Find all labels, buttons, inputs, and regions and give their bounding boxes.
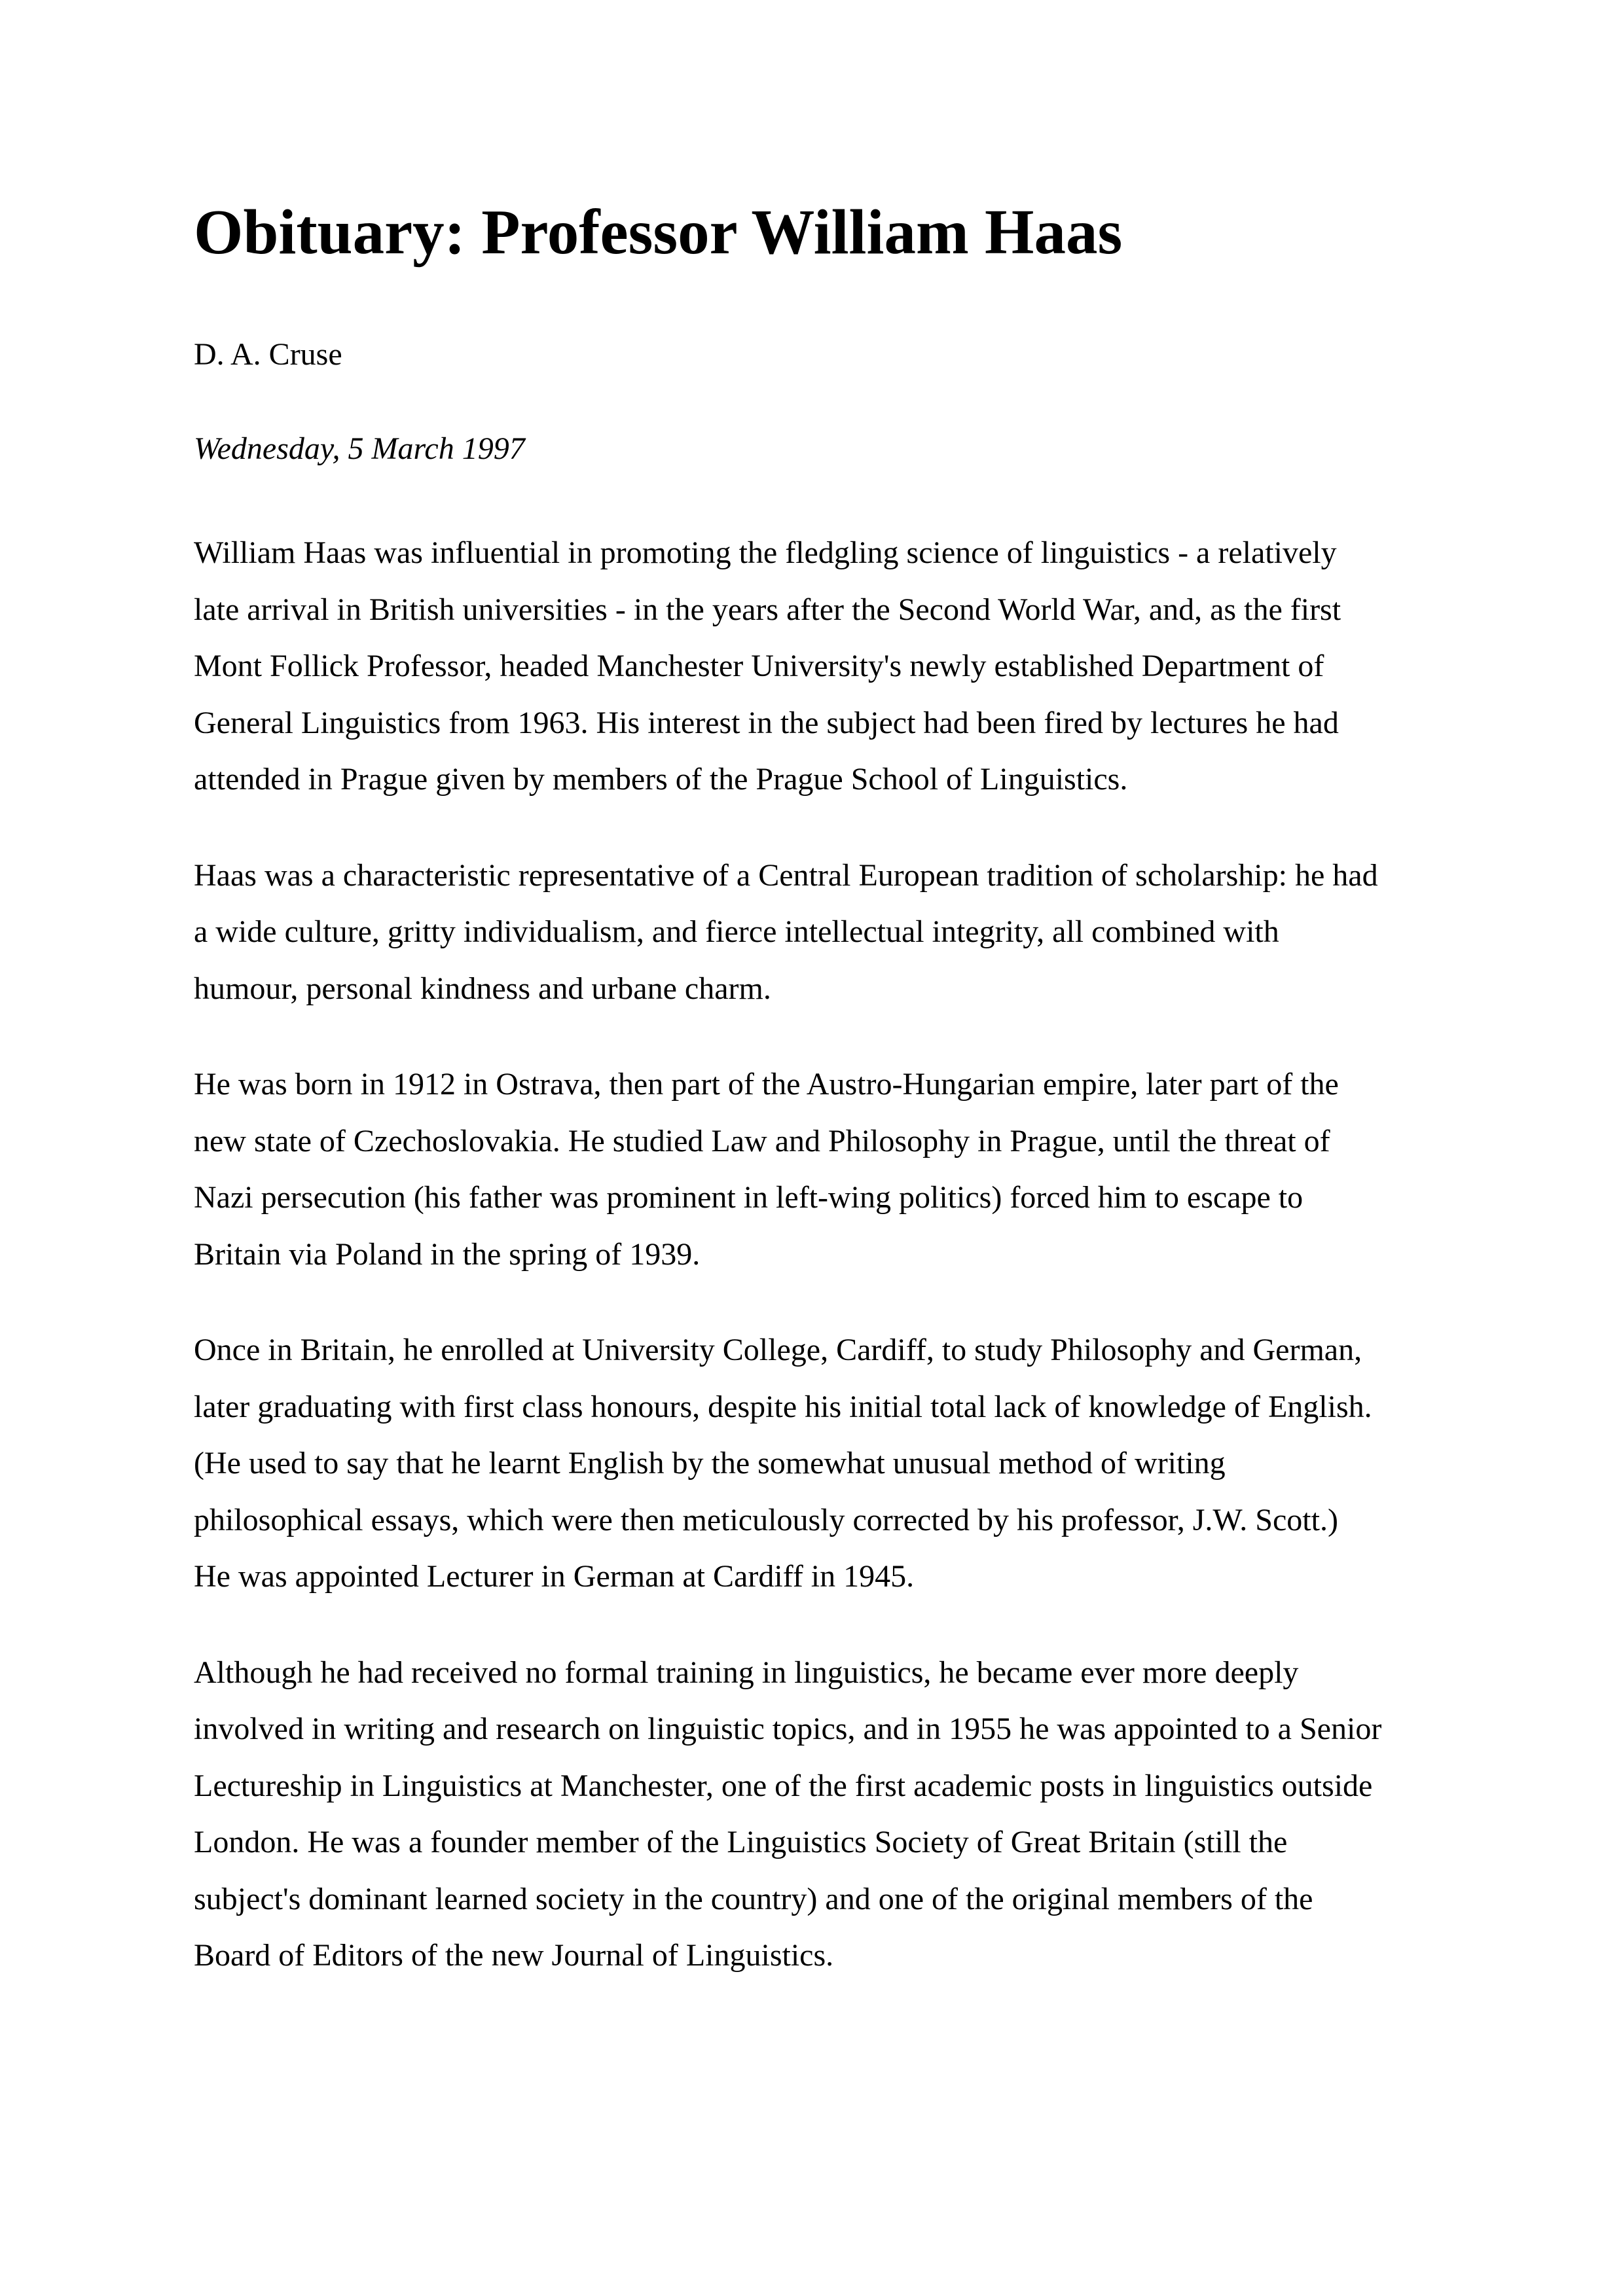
article-body	[194, 525, 1457, 1984]
paragraph-line: He was appointed Lecturer in German at Cardiff in 1945.	[194, 1559, 915, 1594]
paragraph-line: Britain via Poland in the spring of 1939.	[194, 1236, 701, 1272]
paragraph-line: Once in Britain, he enrolled at University College, Cardiff, to study Philosophy and German,	[194, 1333, 1362, 1367]
paragraph-line: (He used to say that he learnt English by the somewhat unusual method of writing	[194, 1446, 1226, 1480]
article-author: D. A. Cruse	[194, 337, 342, 372]
paragraph-line: later graduating with first class honours, despite his initial total lack of knowledge of English.	[194, 1389, 1372, 1424]
paragraph-line: General Linguistics from 1963. His interest in the subject had been fired by lectures he had	[194, 705, 1339, 740]
paragraph-line: Board of Editors of the new Journal of Linguistics.	[194, 1938, 834, 1973]
paragraph-line: William Haas was influential in promoting the fledgling science of linguistics - a relatively	[194, 535, 1337, 570]
paragraph-line: Mont Follick Professor, headed Manchester University's newly established Department of	[194, 649, 1324, 683]
paragraph-5	[194, 1645, 1457, 1984]
paragraph-line: late arrival in British universities - in the years after the Second World War, and, as the first	[194, 592, 1341, 627]
article-date: Wednesday, 5 March 1997	[194, 431, 525, 466]
paragraph-line: Haas was a characteristic representative of a Central European tradition of scholarship: he had	[194, 857, 1378, 893]
paragraph-line: Lectureship in Linguistics at Manchester, one of the first academic posts in linguistics outside	[194, 1768, 1373, 1803]
paragraph-line: new state of Czechoslovakia. He studied Law and Philosophy in Prague, until the threat of	[194, 1123, 1330, 1158]
paragraph-line: Nazi persecution (his father was prominent in left-wing politics) forced him to escape to	[194, 1180, 1304, 1215]
paragraph-4	[194, 1322, 1457, 1605]
paragraph-line: involved in writing and research on linguistic topics, and in 1955 he was appointed to a Senior	[194, 1712, 1382, 1746]
paragraph-line: Although he had received no formal training in linguistics, he became ever more deeply	[194, 1655, 1299, 1690]
paragraph-line: a wide culture, gritty individualism, and fierce intellectual integrity, all combined with	[194, 914, 1279, 949]
document-page	[194, 190, 1457, 2024]
paragraph-line: humour, personal kindness and urbane charm.	[194, 971, 771, 1006]
paragraph-2	[194, 848, 1457, 1018]
paragraph-line: London. He was a founder member of the Linguistics Society of Great Britain (still the	[194, 1825, 1288, 1859]
paragraph-line: attended in Prague given by members of the Prague School of Linguistics.	[194, 762, 1128, 797]
paragraph-1	[194, 525, 1457, 808]
paragraph-line: philosophical essays, which were then meticulously corrected by his professor, J.W. Scott.)	[194, 1502, 1338, 1537]
paragraph-3	[194, 1056, 1457, 1283]
paragraph-line: He was born in 1912 in Ostrava, then part of the Austro-Hungarian empire, later part of the	[194, 1067, 1339, 1102]
article-title: Obituary: Professor William Haas	[194, 197, 1123, 267]
paragraph-line: subject's dominant learned society in the country) and one of the original members of the	[194, 1881, 1313, 1916]
